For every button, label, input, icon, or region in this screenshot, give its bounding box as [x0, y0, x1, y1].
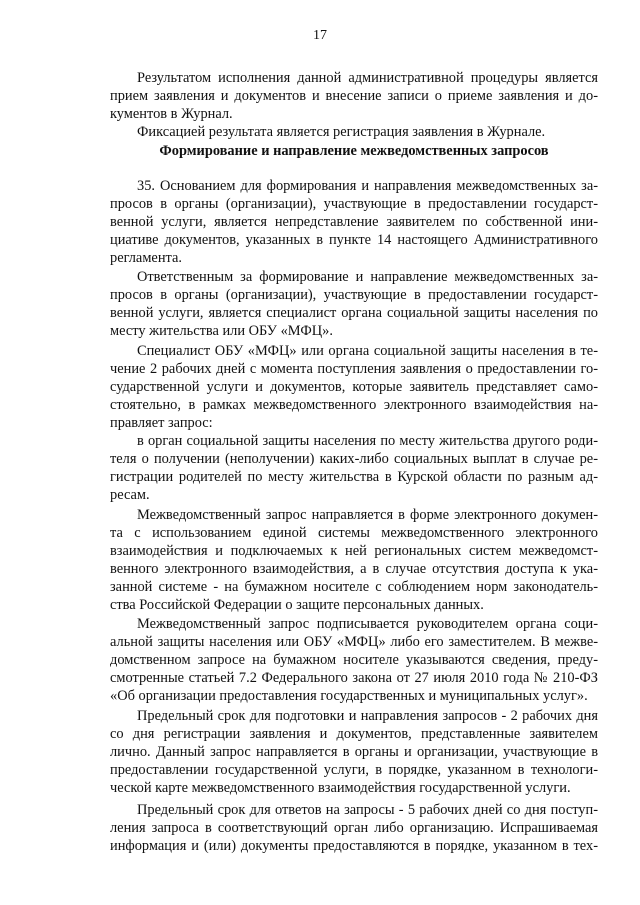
text-line: просов в органы (организации), участвующие в предоставлении государст-	[110, 287, 598, 303]
text-line: стоятельно, в рамках межведомственного электронного взаимодействия на-	[110, 397, 598, 413]
text-line: гистрации родителей по месту жительства в Курской области по разным ад-	[110, 469, 598, 485]
text-line: просов в органы (организации), участвующие в предоставлении государст-	[110, 196, 598, 212]
text-line: домственном запросе на бумажном носителе указываются сведения, преду-	[110, 652, 598, 668]
text-line: циативе документов, указанных в пункте 14 настоящего Административного	[110, 232, 598, 248]
text-line: регламента.	[110, 250, 182, 266]
text-line: информация и (или) документы предоставляются в порядке, указанном в тех-	[110, 838, 598, 854]
text-line: Результатом исполнения данной административной процедуры является	[137, 70, 598, 86]
text-line: Межведомственный запрос подписывается руководителем органа соци-	[137, 616, 598, 632]
text-line: со дня регистрации заявления и документов, представленные заявителем	[110, 726, 598, 742]
text-line: предоставлении государственной услуги, в порядке, указанном в технологи-	[110, 762, 598, 778]
text-line: смотренные статьей 7.2 Федерального закона от 27 июля 2010 года № 210-ФЗ	[110, 670, 598, 686]
text-line: ресам.	[110, 487, 150, 503]
text-line: венной услуги, является непредставление заявителем по собственной ини-	[110, 214, 598, 230]
text-line: та с использованием единой системы межведомственного электронного	[110, 525, 598, 541]
text-line: ления запроса в соответствующий орган либо организацию. Испрашиваемая	[110, 820, 598, 836]
text-line: сударственной услуги и документов, которые заявитель представляет само-	[110, 379, 598, 395]
text-line: Ответственным за формирование и направление межведомственных за-	[137, 269, 598, 285]
text-line: ства Российской Федерации о защите персональных данных.	[110, 597, 484, 613]
text-line: прием заявления и документов и внесение записи о приеме заявления и до-	[110, 88, 598, 104]
text-line: венного электронного взаимодействия, а в случае отсутствия доступа к ука-	[110, 561, 598, 577]
text-line: ческой карте межведомственного взаимодействия государственной услуги.	[110, 780, 571, 796]
text-line: альной защиты населения или ОБУ «МФЦ» либо его заместителем. В межве-	[110, 634, 598, 650]
text-line: венной услуги, является специалист органа социальной защиты населения по	[110, 305, 598, 321]
text-line: кументов в Журнал.	[110, 106, 233, 122]
text-line: Предельный срок для ответов на запросы - 5 рабочих дней со дня поступ-	[137, 802, 598, 818]
page-number: 17	[313, 28, 327, 43]
text-line: 35. Основанием для формирования и направления межведомственных за-	[137, 178, 598, 194]
text-line: Фиксацией результата является регистрация заявления в Журнале.	[137, 124, 546, 140]
section-heading: Формирование и направление межведомственных запросов	[159, 143, 549, 159]
text-line: в орган социальной защиты населения по месту жительства другого роди-	[137, 433, 598, 449]
text-line: теля о получении (неполучении) каких-либо социальных выплат в случае ре-	[110, 451, 598, 467]
text-line: Предельный срок для подготовки и направления запросов - 2 рабочих дня	[137, 708, 598, 724]
text-line: лично. Данный запрос направляется в органы и организации, участвующие в	[110, 744, 598, 760]
text-line: занной системе - на бумажном носителе с соблюдением норм законодатель-	[110, 579, 598, 595]
text-line: взаимодействия и подключаемых к ней региональных систем межведомст-	[110, 543, 598, 559]
text-line: Межведомственный запрос направляется в форме электронного докумен-	[137, 507, 598, 523]
text-line: правляет запрос:	[110, 415, 213, 431]
text-line: Специалист ОБУ «МФЦ» или органа социальной защиты населения в те-	[137, 343, 598, 359]
text-line: месту жительства или ОБУ «МФЦ».	[110, 323, 333, 339]
text-line: чение 2 рабочих дней с момента поступления заявления о предоставлении го-	[110, 361, 598, 377]
text-line: «Об организации предоставления государственных и муниципальных услуг».	[110, 688, 588, 704]
